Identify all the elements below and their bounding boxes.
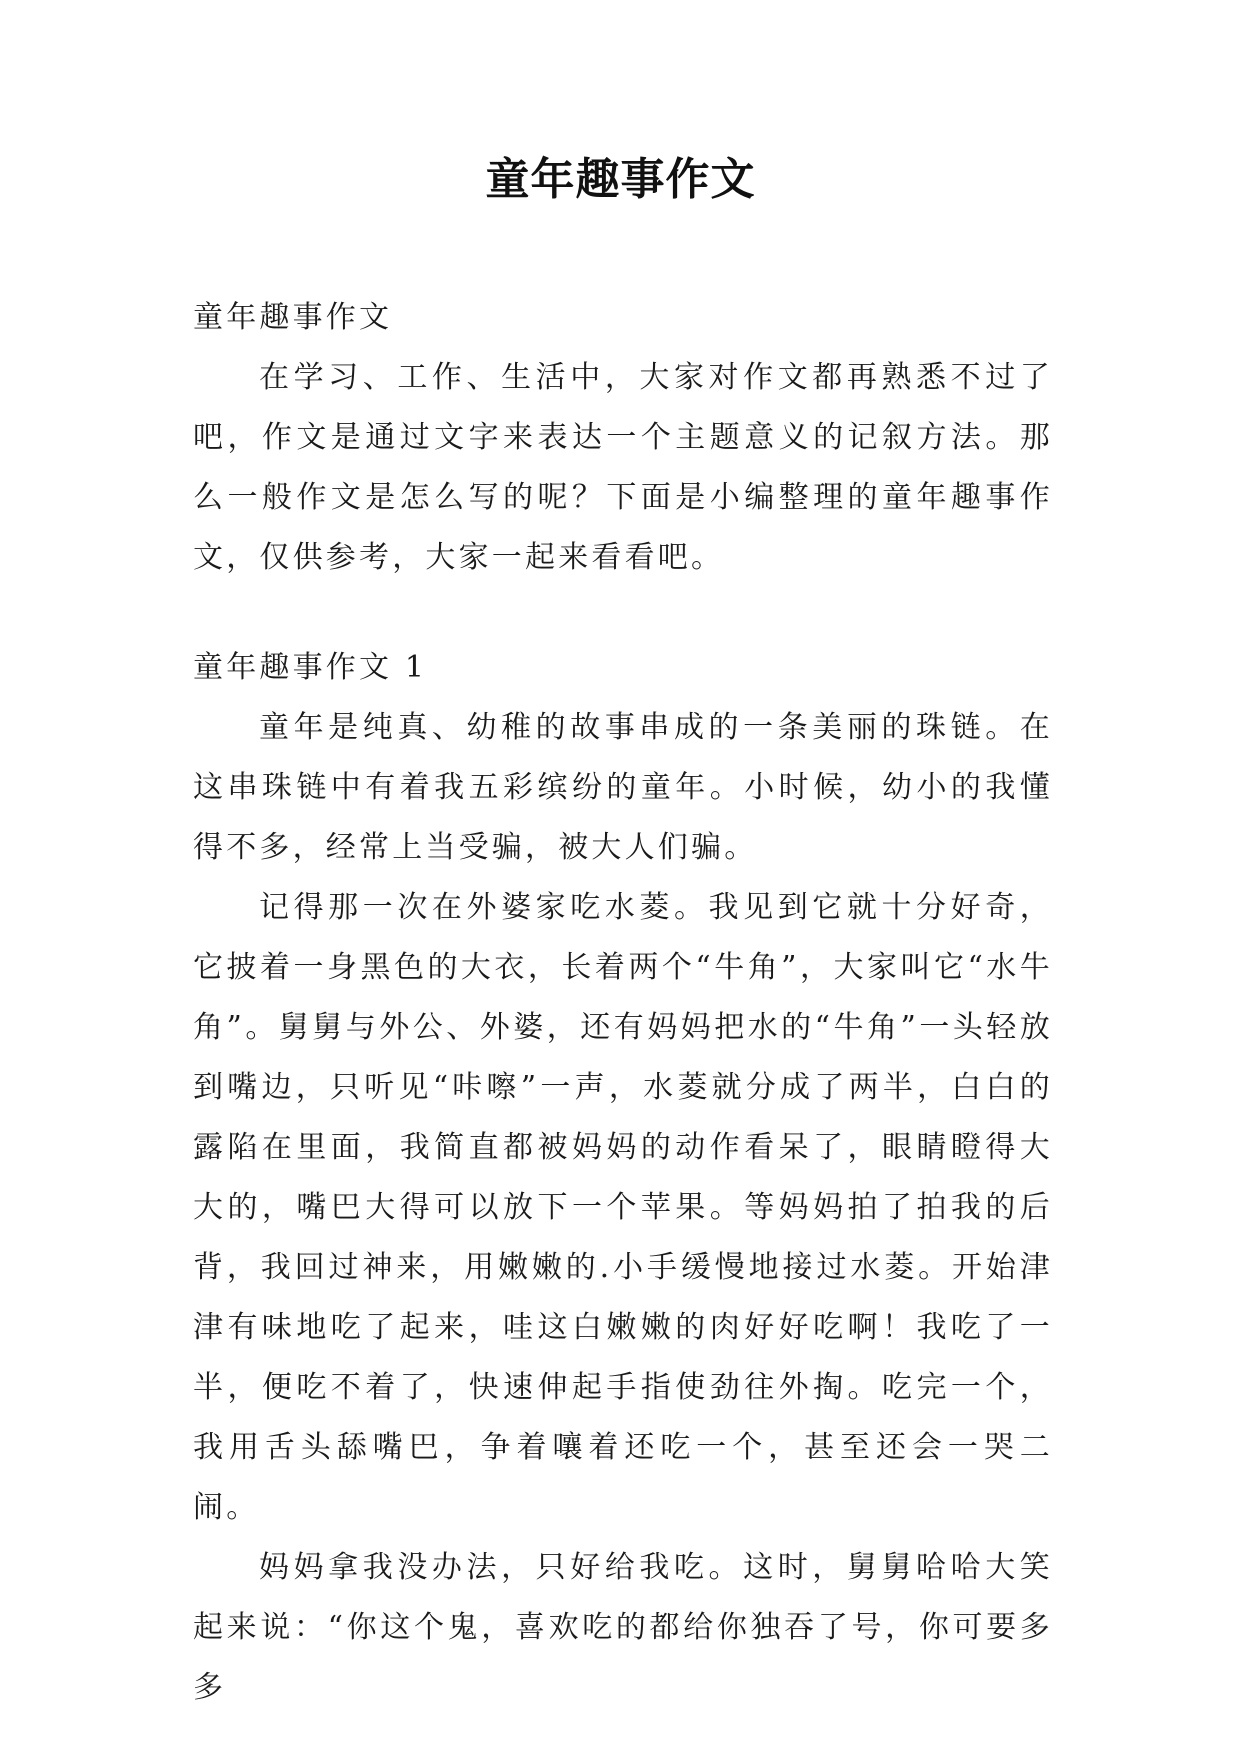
- document-title: 童年趣事作文: [485, 154, 756, 205]
- intro-paragraph: 在学习、工作、生活中，大家对作文都再熟悉不过了吧，作文是通过文字来表达一个主题意义的记叙方法。那么一般作文是怎么写的呢？下面是小编整理的童年趣事作文，仅供参考，大家一起来看看吧。: [193, 360, 1053, 575]
- essay-section: [193, 638, 1053, 1718]
- essay-paragraph-3: 妈妈拿我没办法，只好给我吃。这时，舅舅哈哈大笑起来说：“你这个鬼，喜欢吃的都给你独吞了号，你可要多多: [193, 1550, 1053, 1705]
- intro-heading: 童年趣事作文: [193, 300, 393, 335]
- intro-section: [193, 288, 1053, 588]
- essay-heading: 童年趣事作文 1: [193, 650, 428, 685]
- essay-paragraph-2: 记得那一次在外婆家吃水菱。我见到它就十分好奇，它披着一身黑色的大衣，长着两个“牛角”，大家叫它“水牛角”。舅舅与外公、外婆，还有妈妈把水的“牛角”一头轻放到嘴边，只听见“咔嚓”一声，水菱就分成了两半，白白的露陷在里面，我简直都被妈妈的动作看呆了，眼睛瞪得大大的，嘴巴大得可以放下一个苹果。等妈妈拍了拍我的后背，我回过神来，用嫩嫩的.小手缓慢地接过水菱。开始津津有味地吃了起来，哇这白嫩嫩的肉好好吃啊！我吃了一半，便吃不着了，快速伸起手指使劲往外掏。吃完一个，我用舌头舔嘴巴，争着嚷着还吃一个，甚至还会一哭二闹。: [193, 890, 1053, 1525]
- essay-paragraph-1: 童年是纯真、幼稚的故事串成的一条美丽的珠链。在这串珠链中有着我五彩缤纷的童年。小时候，幼小的我懂得不多，经常上当受骗，被大人们骗。: [193, 710, 1053, 865]
